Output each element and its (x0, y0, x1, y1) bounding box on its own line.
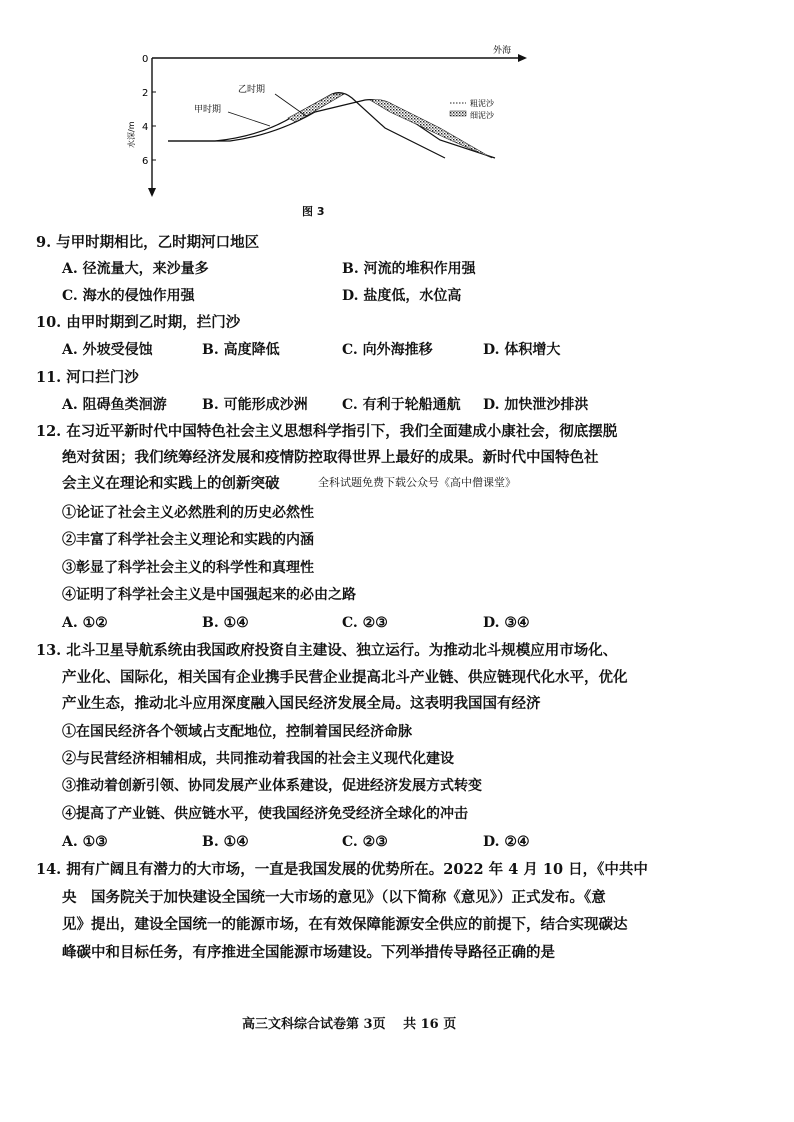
y-axis-label: 水深/m (127, 121, 136, 148)
q13-statement-3: ③推动着创新引领、协同发展产业体系建设，促进经济发展方式转变 (62, 778, 482, 794)
leader-yi (275, 94, 306, 116)
q10-stem: 10. 由甲时期到乙时期，拦门沙 (36, 314, 241, 331)
q14-stem-line2: 央 国务院关于加快建设全国统一大市场的意见》（以下简称《意见》）正式发布。《意 (62, 889, 606, 906)
q14-stem-line1: 14. 拥有广阔且有潜力的大市场，一直是我国发展的优势所在。2022 年 4 月 10 日，《中共中 (36, 861, 648, 878)
q12-option-b[interactable]: B. ①④ (202, 615, 249, 631)
y-axis-arrow (148, 188, 156, 197)
q13-stem-line3: 产业生态，推动北斗应用深度融入国民经济发展全局。这表明我国国有经济 (62, 695, 541, 712)
q13-stem-line1: 13. 北斗卫星导航系统由我国政府投资自主建设、独立运行。为推动北斗规模应用市场化、 (36, 642, 618, 659)
q13-option-b[interactable]: B. ①④ (202, 834, 249, 850)
legend-fine-label: 细泥沙 (470, 111, 494, 120)
q13-statement-1: ①在国民经济各个领域占支配地位，控制着国民经济命脉 (62, 724, 412, 740)
q14-stem-line3: 见》提出，建设全国统一的能源市场，在有效保障能源安全供应的前提下，结合实现碳达 (62, 916, 628, 933)
q11-option-a[interactable]: A. 阻碍鱼类洄游 (62, 397, 167, 413)
q12-option-a[interactable]: A. ①② (62, 615, 108, 631)
q13-statement-2: ②与民营经济相辅相成，共同推动着我国的社会主义现代化建设 (62, 751, 454, 767)
tick-label-2: 2 (142, 88, 149, 99)
figure-caption: 图 3 (302, 205, 325, 218)
q12-statement-4: ④证明了科学社会主义是中国强起来的必由之路 (62, 587, 356, 603)
q9-stem: 9. 与甲时期相比，乙时期河口地区 (36, 234, 260, 251)
watermark-note: 全科试题免费下载公众号《高中僧课堂》 (318, 476, 516, 489)
leader-jia (228, 112, 270, 126)
q11-option-d[interactable]: D. 加快泄沙排洪 (483, 397, 589, 413)
q10-option-a[interactable]: A. 外坡受侵蚀 (62, 342, 153, 358)
q10-option-d[interactable]: D. 体积增大 (483, 342, 561, 358)
legend-coarse-label: 粗泥沙 (470, 99, 494, 108)
q9-option-b[interactable]: B. 河流的堆积作用强 (342, 261, 476, 277)
q12-stem-line2: 绝对贫困；我们统筹经济发展和疫情防控取得世界上最好的成果。新时代中国特色社 (62, 449, 599, 466)
q12-option-c[interactable]: C. ②③ (342, 615, 388, 631)
q12-statement-1: ①论证了社会主义必然胜利的历史必然性 (62, 505, 314, 521)
q10-option-c[interactable]: C. 向外海推移 (342, 342, 433, 358)
q11-option-c[interactable]: C. 有利于轮船通航 (342, 397, 461, 413)
q12-statement-2: ②丰富了科学社会主义理论和实践的内涵 (62, 532, 314, 548)
tick-label-6: 6 (142, 156, 149, 167)
label-jia: 甲时期 (194, 105, 222, 115)
q13-stem-line2: 产业化、国际化，相关国有企业携手民营企业提高北斗产业链、供应链现代化水平，优化 (62, 669, 628, 686)
q12-stem-line1: 12. 在习近平新时代中国特色社会主义思想科学指引下，我们全面建成小康社会，彻底摆脱 (36, 423, 618, 440)
tick-label-0: 0 (142, 54, 149, 65)
label-yi: 乙时期 (238, 85, 266, 95)
legend-fine-swatch (450, 111, 466, 116)
q11-stem: 11. 河口拦门沙 (36, 369, 139, 386)
profile-jia (168, 93, 445, 158)
q9-option-d[interactable]: D. 盐度低，水位高 (342, 288, 462, 304)
sandbar-diagram (120, 40, 540, 200)
page-footer: 高三文科综合试卷第 3页 共 16 页 (242, 1017, 457, 1032)
q11-option-b[interactable]: B. 可能形成沙洲 (202, 397, 308, 413)
q14-stem-line4: 峰碳中和目标任务，有序推进全国能源市场建设。下列举措传导路径正确的是 (62, 944, 555, 961)
q12-stem-line3: 会主义在理论和实践上的创新突破 (62, 475, 280, 492)
q10-option-b[interactable]: B. 高度降低 (202, 342, 280, 358)
q9-option-c[interactable]: C. 海水的侵蚀作用强 (62, 288, 195, 304)
sediment-yi (370, 100, 492, 159)
x-axis-arrow (518, 54, 527, 62)
q13-option-d[interactable]: D. ②④ (483, 834, 530, 850)
q9-option-a[interactable]: A. 径流量大，来沙量多 (62, 261, 209, 277)
sea-label: 外海 (493, 46, 512, 56)
q13-option-a[interactable]: A. ①③ (62, 834, 108, 850)
q12-option-d[interactable]: D. ③④ (483, 615, 530, 631)
tick-label-4: 4 (142, 122, 149, 133)
q13-statement-4: ④提高了产业链、供应链水平，使我国经济免受经济全球化的冲击 (62, 806, 468, 822)
sediment-jia (288, 94, 344, 122)
q12-statement-3: ③彰显了科学社会主义的科学性和真理性 (62, 560, 314, 576)
q13-option-c[interactable]: C. ②③ (342, 834, 388, 850)
